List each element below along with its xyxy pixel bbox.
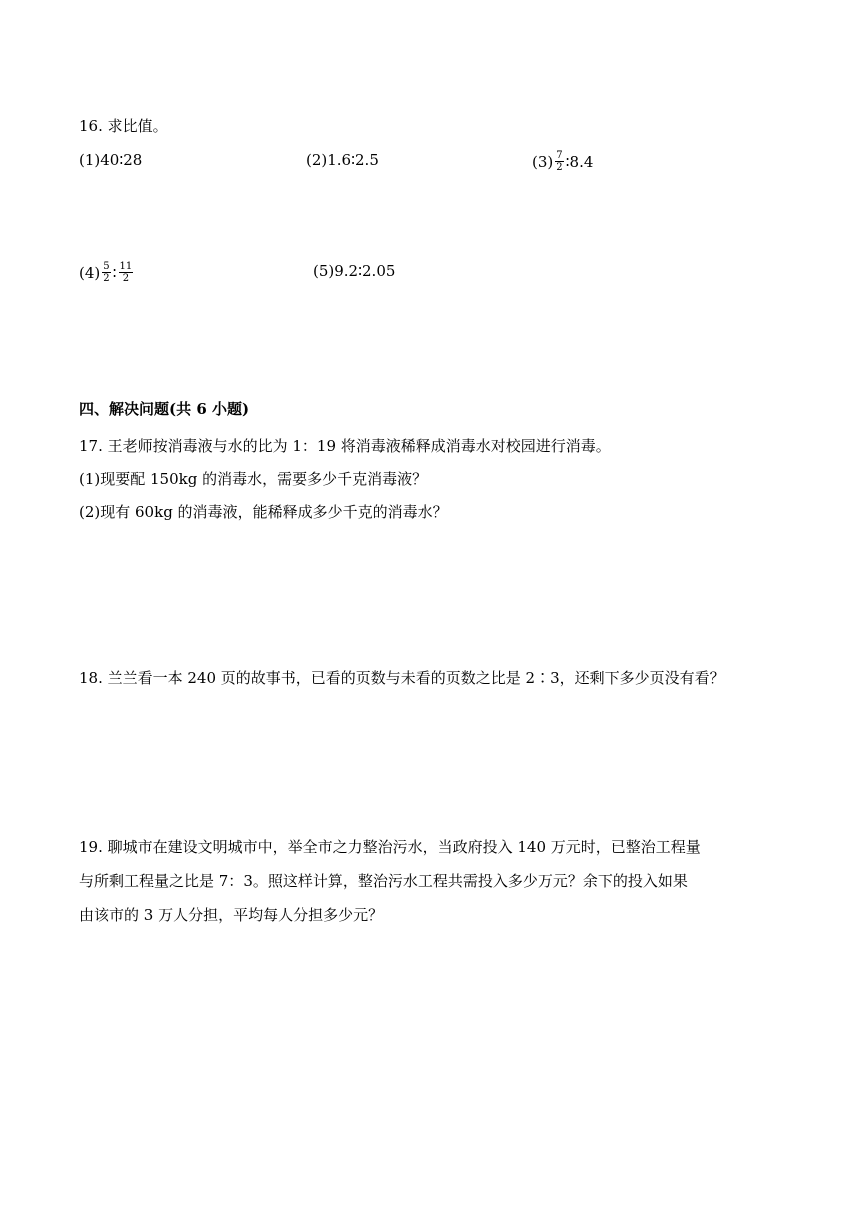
- q16-item-3: [532, 150, 593, 173]
- ratio-expression: 9.2∶2.05: [334, 262, 396, 280]
- q16-item-1: [79, 150, 142, 170]
- item-label: (5): [313, 262, 335, 280]
- q17-sub-2: (2)现有 60kg 的消毒液，能稀释成多少千克的消毒水？: [79, 503, 448, 521]
- ratio-separator: ∶: [112, 263, 117, 282]
- fraction: [555, 150, 563, 173]
- q19-line-2: 与所剩工程量之比是 7：3。照这样计算，整治污水工程共需投入多少万元？余下的投入如果: [79, 872, 688, 890]
- item-label: (4): [79, 263, 101, 282]
- fraction: [119, 261, 134, 284]
- q16-item-4: [79, 261, 135, 284]
- fraction: [102, 261, 110, 284]
- fraction-numerator: 11: [119, 261, 133, 272]
- q17-sub-1: (1)现要配 150kg 的消毒水，需要多少千克消毒液？: [79, 470, 428, 488]
- item-label: (3): [532, 152, 554, 171]
- ratio-expression: 1.6∶2.5: [327, 151, 379, 169]
- q17-stem: 17. 王老师按消毒液与水的比为 1：19 将消毒液稀释成消毒水对校园进行消毒。: [79, 437, 611, 455]
- q19-line-3: 由该市的 3 万人分担，平均每人分担多少元？: [79, 906, 384, 924]
- ratio-expression: ∶8.4: [565, 152, 594, 171]
- section-heading: 四、解决问题(共 6 小题): [79, 400, 250, 418]
- item-label: (1): [79, 151, 101, 169]
- fraction-denominator: 2: [122, 273, 130, 284]
- ratio-expression: 40∶28: [100, 151, 143, 169]
- fraction-denominator: 2: [556, 162, 563, 173]
- fraction-numerator: 7: [556, 150, 563, 161]
- item-label: (2): [306, 151, 328, 169]
- q16-item-5: [313, 261, 395, 281]
- q18-stem: 18. 兰兰看一本 240 页的故事书，已看的页数与未看的页数之比是 2∶3，还剩下多少页没有看？: [79, 669, 725, 687]
- q16-title: 16. 求比值。: [79, 117, 168, 135]
- q16-item-2: [306, 150, 379, 170]
- fraction-denominator: 2: [103, 273, 110, 284]
- fraction-numerator: 5: [103, 261, 110, 272]
- q19-line-1: 19. 聊城市在建设文明城市中，举全市之力整治污水，当政府投入 140 万元时，已整治工程量: [79, 838, 701, 856]
